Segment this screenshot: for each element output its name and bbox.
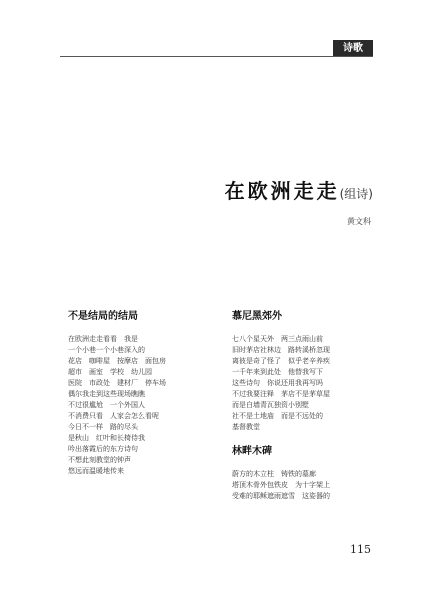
poem-line: 偶尔我走到这些现场瞧瞧 (68, 390, 145, 398)
left-column (68, 310, 223, 477)
poem-title: 慕尼黑郊外 (232, 311, 282, 322)
poem-line: 花店 咖啡屋 按摩店 面包房 (68, 357, 166, 365)
poem-line: 不消费只看 人家会怎么看呢 (68, 412, 159, 420)
poem-line: 超市 画室 学校 幼儿园 (68, 368, 152, 376)
poem-line: 塔顶木骨外包铁皮 为十字架上 (232, 481, 330, 489)
poem-line: 旧时茅店社林边 路转溪桥忽现 (232, 346, 330, 354)
poem-line: 这些诗句 你说还用我再写吗 (232, 379, 323, 387)
poem-line: 医院 市政处 建材厂 停车场 (68, 379, 166, 387)
poem-body (232, 334, 387, 433)
author-name: 黄文科 (347, 217, 371, 226)
poem-line: 蔚方的木立柱 铸铁的墓廊 (232, 470, 316, 478)
header-rule (60, 56, 373, 57)
poem-line: 不过我要注释 茅店不是茅草屋 (232, 390, 330, 398)
poem-title: 不是结局的结局 (68, 311, 138, 322)
poem-body (68, 334, 223, 477)
section-tab: 诗歌 (333, 40, 373, 57)
poem-line: 今日不一样 路的尽头 (68, 423, 138, 431)
poem-line: 不想此刻教堂的钟声 (68, 456, 131, 464)
poem-line: 是秋山 红叶和长椅侍我 (68, 434, 145, 442)
page-number: 115 (350, 543, 371, 556)
poem-line: 社不是土地庙 而是不远处的 (232, 412, 323, 420)
poem-line: 一千年来到此处 他替我写下 (232, 368, 323, 376)
poem-line: 七八个星天外 两三点雨山前 (232, 335, 323, 343)
right-column (232, 310, 387, 502)
poem-line: 受难的耶稣遮雨遮雪 这姿器的 (232, 492, 330, 500)
poem-title: 林畔木碑 (232, 446, 272, 457)
title-block (225, 175, 373, 204)
poem-line: 离彼是奇了怪了 似乎老辛养疾 (232, 357, 330, 365)
subtitle: (组诗) (339, 187, 373, 201)
poem-line: 悠远而温暖地传来 (68, 467, 124, 475)
poem-line: 不过很尴尬 一个外国人 (68, 401, 145, 409)
poem-line: 在欧洲走走看看 我是 (68, 335, 138, 343)
poem-line: 而是白墙青瓦独资小别墅 (232, 401, 309, 409)
poem-line: 基督教堂 (232, 423, 260, 431)
poem-gap (232, 433, 387, 445)
main-title: 在欧洲走走 (224, 179, 340, 203)
poem-line: 一个小巷一个小巷深入的 (68, 346, 145, 354)
poem-line: 吟出落霞后的东方诗句 (68, 445, 138, 453)
poem-body (232, 469, 387, 502)
